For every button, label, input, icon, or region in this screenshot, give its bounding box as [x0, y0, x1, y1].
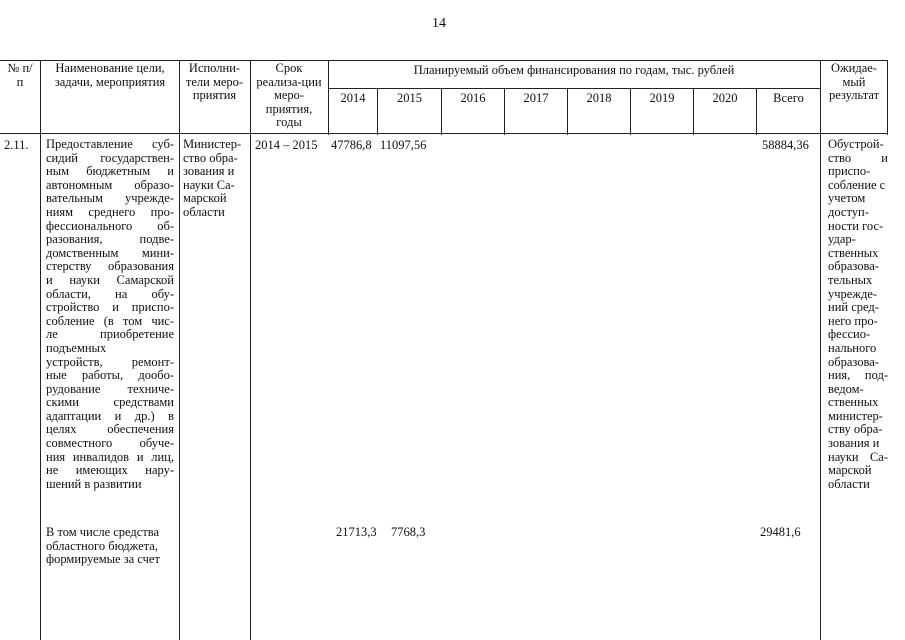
header-year: 2017: [523, 91, 549, 105]
header-bottom-border: [0, 133, 888, 134]
expected-result: Обустрой- ство и приспо- собление с учетом доступ- ности гос- удар- ственных образова- тельных учрежде- ний сред- него про- фессио- нального образова- ния, под- ведом- ственных министер- ству обра- зования и науки Са- марской области: [828, 137, 888, 491]
col-divider: [820, 60, 821, 640]
col-divider: [179, 60, 180, 640]
col-divider: [887, 60, 888, 135]
measure-executor: Министер- ство обра- зования и науки Са- марской области: [183, 137, 242, 219]
header-name: Наименование цели, задачи, мероприятия: [54, 61, 166, 89]
header-year: 2020: [712, 91, 738, 105]
subrow-name: В том числе средства областного бюджета, формируемые за счет: [46, 525, 160, 567]
header-year: 2018: [586, 91, 612, 105]
header-year: 2019: [649, 91, 675, 105]
subrow-value-2015: 7768,3: [391, 525, 426, 539]
years-row-border: [328, 88, 820, 89]
header-executor: Исполни-тели меро-приятия: [185, 61, 244, 103]
col-divider: [250, 60, 251, 640]
measure-term: 2014 – 2015: [255, 138, 318, 152]
header-year: 2015: [397, 91, 422, 105]
header-year: 2016: [460, 91, 486, 105]
header-num: № п/п: [7, 61, 33, 89]
header-total: Всего: [773, 91, 804, 105]
header-term: Срок реализа-ции меро-приятия, годы: [256, 61, 322, 130]
header-year: 2014: [340, 91, 366, 105]
measure-name: Предоставление суб- сидий государствен- ным бюджетным и автономным образо- вательным учрежде- ниям среднего про- фессионального об- разования, подве- домственным мини- стерству образования и науки Самарской области, на обу- стройство и приспо- собление (в том чис- ле приобретение подъемных устройств, ремонт- ные работы, дообо- рудование техниче- скими средствами адаптации и др.) в целях обеспечения совместного обуче- ния инвалидов и лиц, не имеющих нару- шений в развитии: [46, 137, 174, 491]
header-result: Ожидае-мый результат: [828, 61, 880, 103]
value-2014: 47786,8: [331, 138, 372, 152]
value-2015: 11097,56: [380, 138, 427, 152]
row-number: 2.11.: [4, 138, 29, 152]
value-total: 58884,36: [762, 138, 809, 152]
col-divider: [40, 60, 41, 640]
subrow-value-total: 29481,6: [760, 525, 801, 539]
page-number: 14: [432, 16, 446, 31]
header-funding: Планируемый объем финансирования по годам, тыс. рублей: [413, 63, 735, 77]
subrow-value-2014: 21713,3: [336, 525, 377, 539]
